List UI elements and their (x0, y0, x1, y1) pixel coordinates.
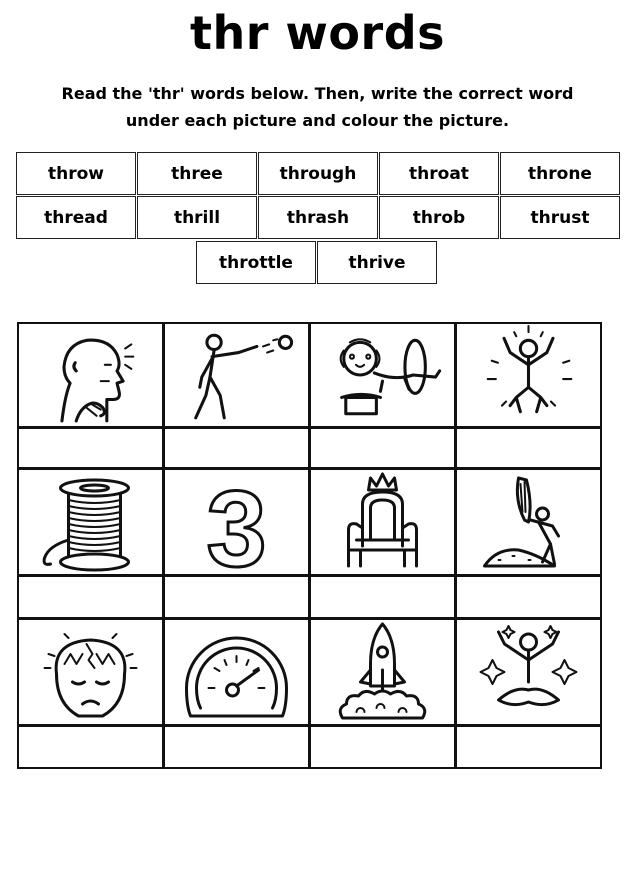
picture-thrust (455, 468, 602, 576)
answer-box-11[interactable] (309, 725, 456, 769)
page-title: thr words (189, 6, 446, 60)
instructions (30, 80, 605, 134)
word-box-thread: thread (16, 196, 136, 239)
picture-throb (17, 618, 164, 726)
throne-icon (311, 470, 454, 574)
answer-box-2[interactable] (163, 427, 310, 469)
thread-spool-icon (19, 470, 162, 574)
instructions-line-1: Read the 'thr' words below. Then, write the correct word (61, 84, 574, 103)
picture-thrill (455, 322, 602, 428)
word-box-thrust: thrust (500, 196, 620, 239)
rocket-thrust-icon (311, 620, 454, 724)
word-box-thrill: thrill (137, 196, 257, 239)
picture-rocket (309, 618, 456, 726)
answer-box-6[interactable] (163, 575, 310, 619)
picture-throat (17, 322, 164, 428)
thrust-icon (457, 470, 600, 574)
three-digit: 3 (206, 470, 267, 574)
thrive-icon (457, 620, 600, 724)
picture-through (309, 322, 456, 428)
word-box-throttle: throttle (196, 241, 316, 284)
through-hoop-icon (311, 324, 454, 426)
answer-box-3[interactable] (309, 427, 456, 469)
answer-box-1[interactable] (17, 427, 164, 469)
answer-box-5[interactable] (17, 575, 164, 619)
word-box-throw: throw (16, 152, 136, 195)
answer-box-9[interactable] (17, 725, 164, 769)
picture-throne (309, 468, 456, 576)
word-box-throne: throne (500, 152, 620, 195)
picture-thread (17, 468, 164, 576)
answer-box-4[interactable] (455, 427, 602, 469)
word-box-through: through (258, 152, 378, 195)
throb-icon (19, 620, 162, 724)
word-box-three: three (137, 152, 257, 195)
word-box-throb: throb (379, 196, 499, 239)
answer-box-8[interactable] (455, 575, 602, 619)
instructions-line-2: under each picture and colour the picture. (125, 111, 510, 130)
throw-icon (165, 324, 308, 426)
word-box-thrive: thrive (317, 241, 437, 284)
answer-box-12[interactable] (455, 725, 602, 769)
picture-throttle (163, 618, 310, 726)
answer-box-7[interactable] (309, 575, 456, 619)
answer-box-10[interactable] (163, 725, 310, 769)
throat-icon (19, 324, 162, 426)
word-box-thrash: thrash (258, 196, 378, 239)
word-box-throat: throat (379, 152, 499, 195)
picture-throw (163, 322, 310, 428)
picture-thrive (455, 618, 602, 726)
throttle-icon (165, 620, 308, 724)
thrill-icon (457, 324, 600, 426)
three-icon (165, 470, 308, 574)
picture-three (163, 468, 310, 576)
